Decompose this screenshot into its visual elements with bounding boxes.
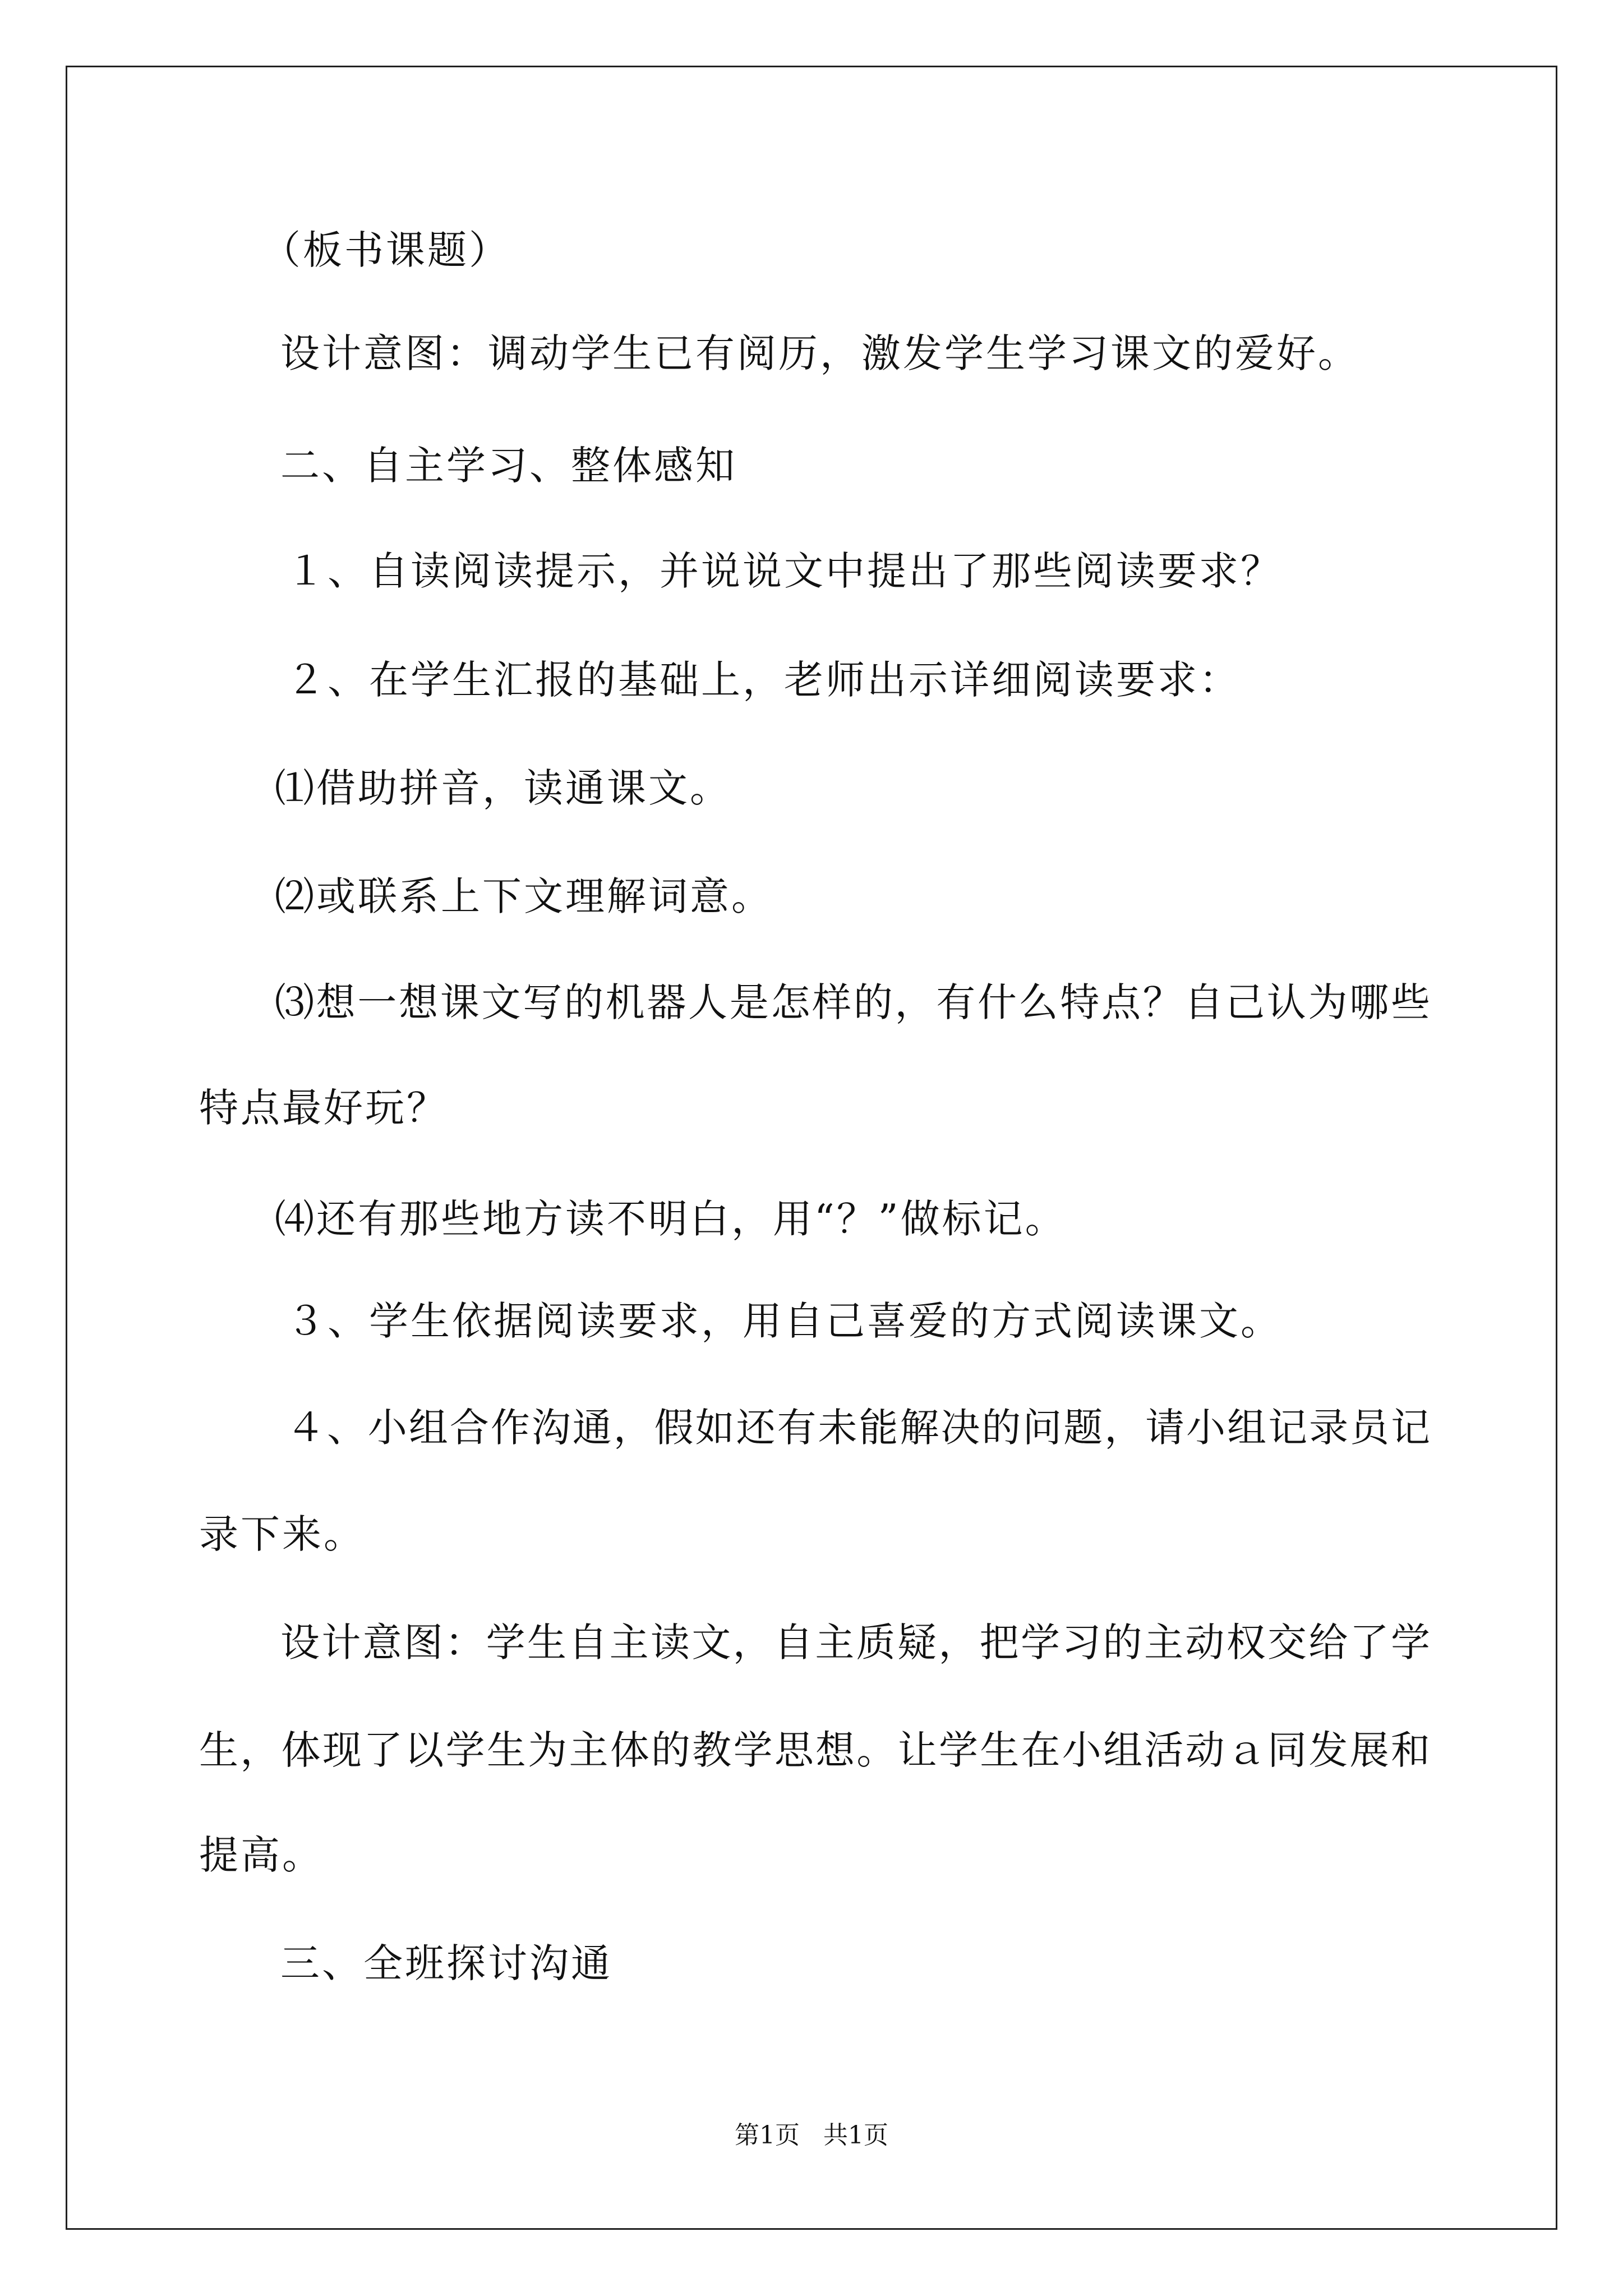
list-item-1: １、自读阅读提示，并说说文中提出了那些阅读要求？ <box>286 548 1282 594</box>
sub-item-2: ⑵或联系上下文理解词意。 <box>275 873 773 919</box>
sub-item-1: ⑴借助拼音，读通课文。 <box>275 765 731 811</box>
page-total: 共1页 <box>823 2121 888 2150</box>
paragraph-design-intent-2-line-1: 设计意图：学生自主读文，自主质疑，把学习的主动权交给了学 <box>280 1619 1430 1665</box>
paragraph-design-intent-2-line-3: 提高。 <box>199 1832 324 1878</box>
page-footer <box>0 2122 1623 2150</box>
list-item-2: ２、在学生汇报的基础上，老师出示详细阅读要求： <box>286 657 1241 703</box>
page-border <box>66 66 1557 2230</box>
paragraph-design-intent-1: 设计意图：调动学生已有阅历，激发学生学习课文的爱好。 <box>280 330 1359 376</box>
heading-section-2: 二、自主学习、整体感知 <box>280 443 737 489</box>
list-item-4-line-1: ４、小组合作沟通，假如还有未能解决的问题，请小组记录员记 <box>286 1405 1430 1451</box>
sub-item-4: ⑷还有那些地方读不明白，用“？”做标记。 <box>275 1196 1067 1242</box>
heading-section-3: 三、全班探讨沟通 <box>280 1940 612 1986</box>
sub-item-3-line-1: ⑶想一想课文写的机器人是怎样的，有什么特点？自己认为哪些 <box>275 979 1430 1025</box>
page-number: 第1页 <box>735 2121 800 2150</box>
paragraph-board-title: （板书课题） <box>261 227 510 273</box>
list-item-4-line-2: 录下来。 <box>199 1511 365 1557</box>
list-item-3: ３、学生依据阅读要求，用自己喜爱的方式阅读课文。 <box>286 1298 1282 1344</box>
paragraph-design-intent-2-line-2: 生，体现了以学生为主体的教学思想。让学生在小组活动ａ同发展和 <box>199 1727 1430 1773</box>
sub-item-3-line-2: 特点最好玩？ <box>199 1085 448 1131</box>
